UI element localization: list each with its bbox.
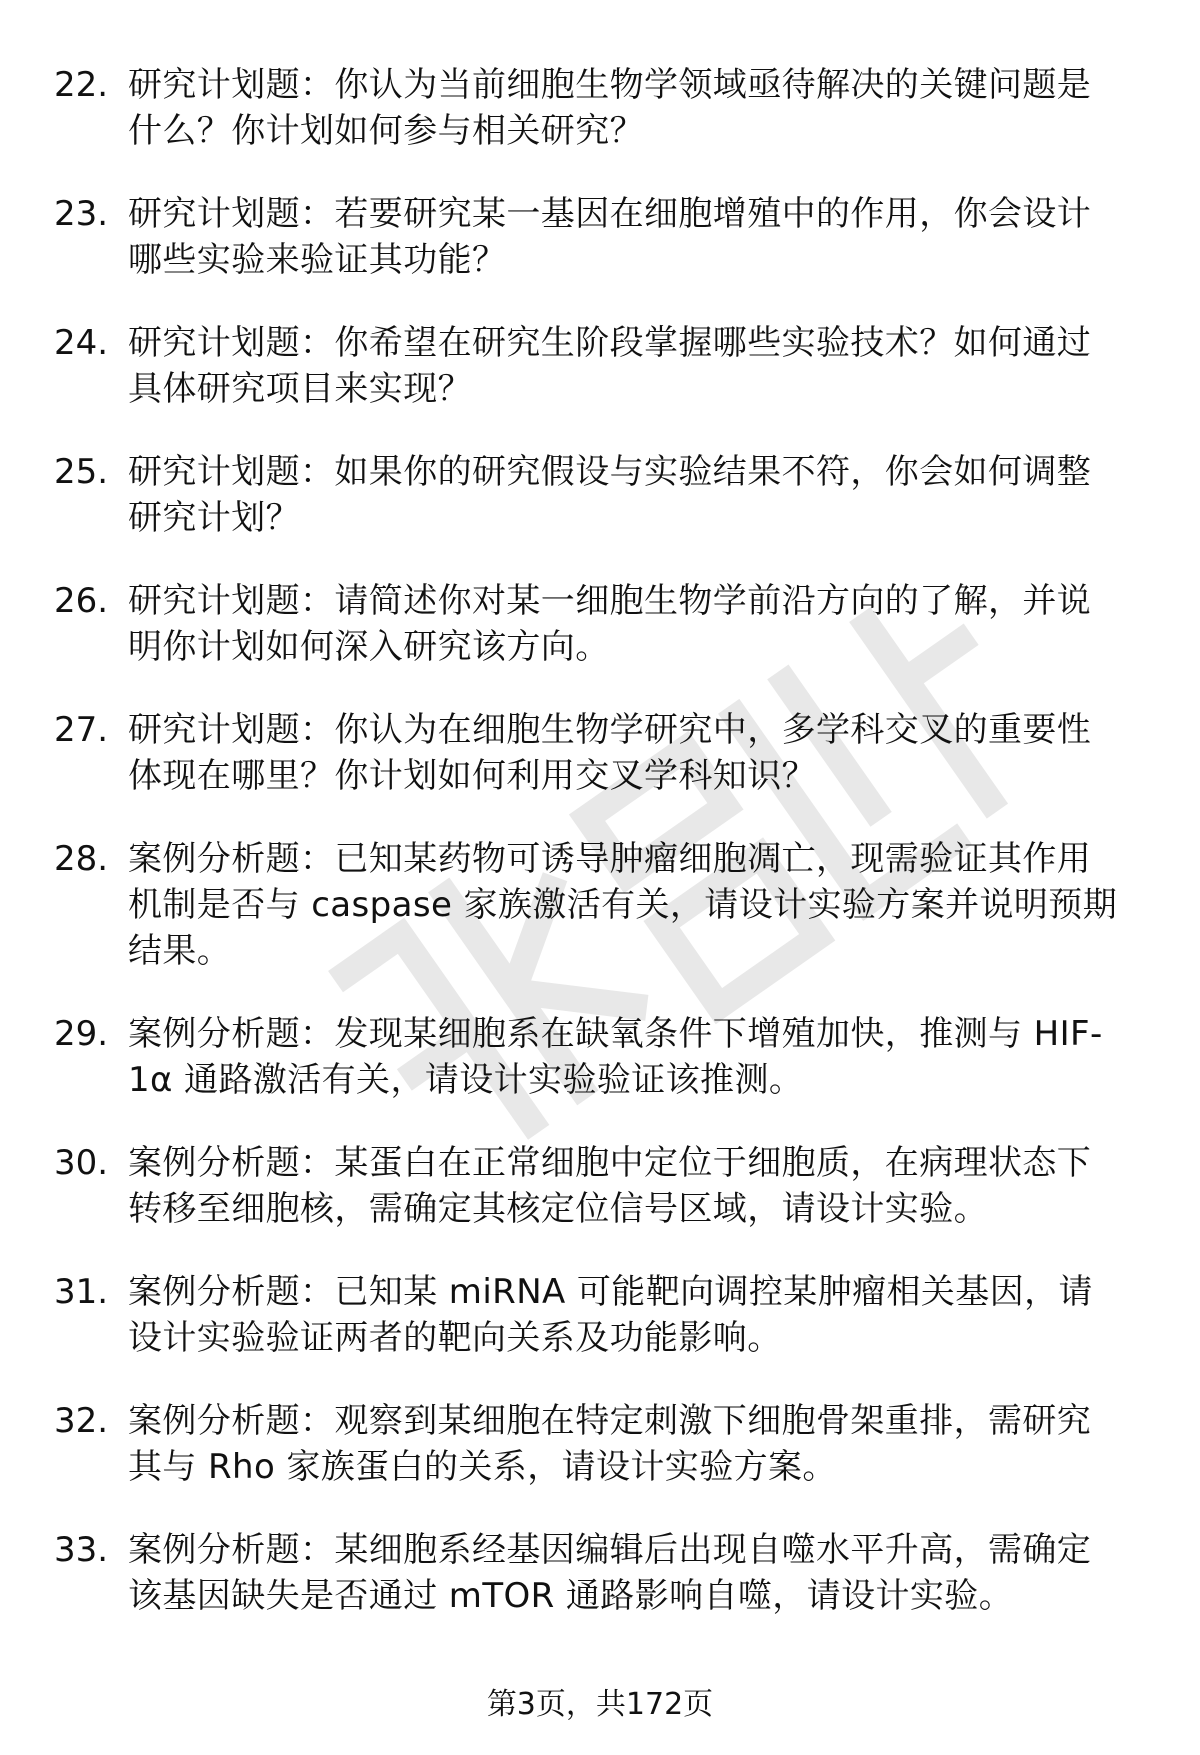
question-text: 研究计划题：请简述你对某一细胞生物学前沿方向的了解，并说 明你计划如何深入研究该方向。: [128, 581, 1092, 667]
page-footer: 第3页，共172页: [486, 1687, 714, 1722]
question-number: 22.: [54, 65, 109, 105]
list-item: [0, 62, 1200, 154]
list-item: [0, 1398, 1200, 1490]
question-number: 33.: [54, 1530, 109, 1570]
question-text: 案例分析题：已知某药物可诱导肿瘤细胞凋亡，现需验证其作用 机制是否与 caspase 家族激活有关，请设计实验方案并说明预期 结果。: [128, 839, 1118, 971]
list-item: [0, 836, 1200, 974]
question-number: 23.: [54, 194, 109, 234]
question-number: 32.: [54, 1401, 109, 1441]
question-number: 29.: [54, 1014, 109, 1054]
list-item: [0, 1269, 1200, 1361]
question-text: 案例分析题：某细胞系经基因编辑后出现自噬水平升高，需确定 该基因缺失是否通过 mTOR 通路影响自噬，请设计实验。: [128, 1530, 1092, 1616]
list-item: [0, 449, 1200, 541]
question-number: 28.: [54, 839, 109, 879]
list-item: [0, 578, 1200, 670]
question-number: 24.: [54, 323, 109, 363]
question-number: 25.: [54, 452, 109, 492]
question-text: 案例分析题：某蛋白在正常细胞中定位于细胞质，在病理状态下 转移至细胞核，需确定其核定位信号区域，请设计实验。: [128, 1143, 1092, 1229]
list-item: [0, 1140, 1200, 1232]
question-number: 31.: [54, 1272, 109, 1312]
list-item: [0, 1527, 1200, 1619]
question-text: 研究计划题：若要研究某一基因在细胞增殖中的作用，你会设计 哪些实验来验证其功能？: [128, 194, 1092, 280]
list-item: [0, 1011, 1200, 1103]
question-text: 研究计划题：你认为当前细胞生物学领域亟待解决的关键问题是 什么？你计划如何参与相关研究？: [128, 65, 1092, 151]
question-text: 案例分析题：发现某细胞系在缺氧条件下增殖加快，推测与 HIF- 1α 通路激活有关，请设计实验验证该推测。: [128, 1014, 1103, 1100]
question-number: 30.: [54, 1143, 109, 1183]
question-text: 案例分析题：观察到某细胞在特定刺激下细胞骨架重排，需研究 其与 Rho 家族蛋白的关系，请设计实验方案。: [128, 1401, 1092, 1487]
question-number: 27.: [54, 710, 109, 750]
question-text: 研究计划题：你希望在研究生阶段掌握哪些实验技术？如何通过 具体研究项目来实现？: [128, 323, 1092, 409]
list-item: [0, 320, 1200, 412]
list-item: [0, 191, 1200, 283]
list-item: [0, 707, 1200, 799]
question-text: 案例分析题：已知某 miRNA 可能靶向调控某肿瘤相关基因，请 设计实验验证两者的靶向关系及功能影响。: [128, 1272, 1093, 1358]
question-text: 研究计划题：你认为在细胞生物学研究中，多学科交叉的重要性 体现在哪里？你计划如何利用交叉学科知识？: [128, 710, 1092, 796]
question-text: 研究计划题：如果你的研究假设与实验结果不符，你会如何调整 研究计划？: [128, 452, 1092, 538]
question-list: [0, 62, 1200, 1656]
question-number: 26.: [54, 581, 109, 621]
